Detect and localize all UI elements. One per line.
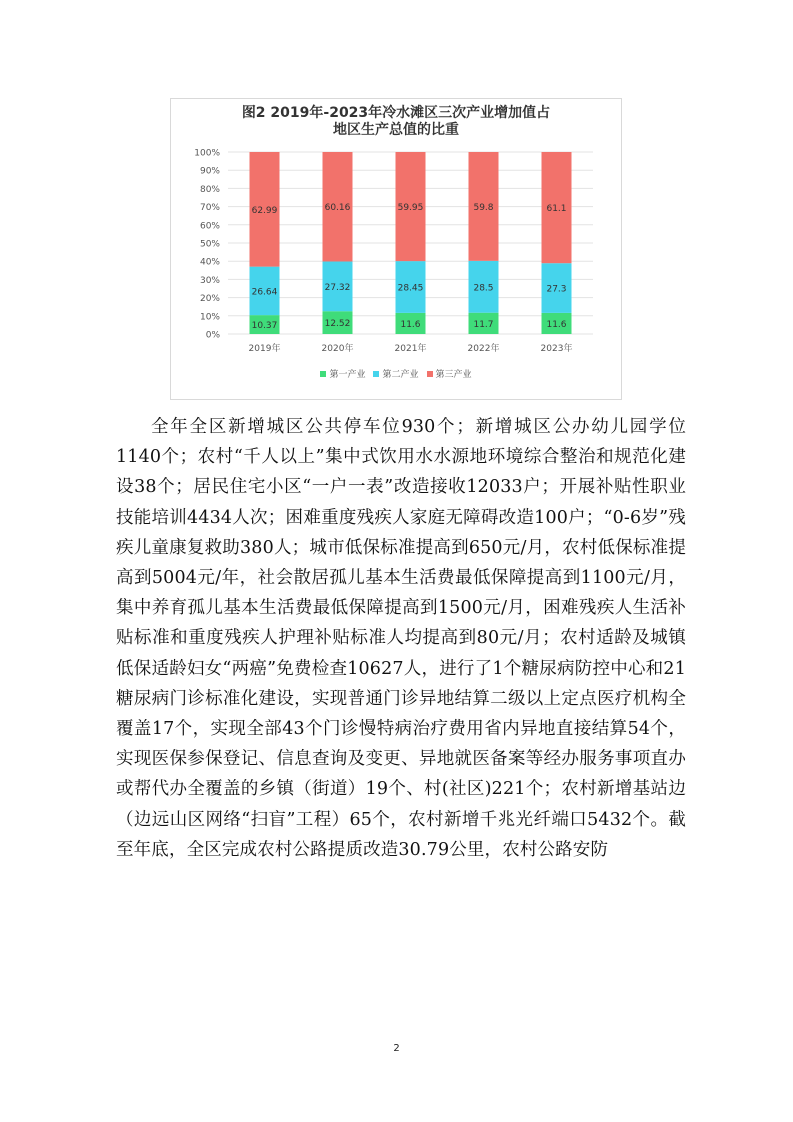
data-label: 59.95 — [397, 203, 424, 214]
y-tick-label: 20% — [199, 294, 220, 305]
data-label: 60.16 — [324, 203, 351, 214]
legend-item — [427, 367, 472, 380]
data-label: 62.99 — [251, 205, 278, 216]
x-tick-label: 2023年 — [540, 344, 573, 354]
y-tick-label: 10% — [199, 312, 220, 323]
data-label: 12.52 — [324, 319, 351, 330]
data-label: 28.5 — [473, 283, 494, 294]
y-tick-label: 0% — [205, 330, 220, 341]
y-tick-label: 60% — [199, 221, 220, 232]
chart-legend — [171, 367, 621, 380]
x-tick-label: 2021年 — [394, 344, 427, 354]
data-label: 61.1 — [546, 204, 567, 215]
y-tick-label: 40% — [199, 257, 220, 268]
data-label: 10.37 — [251, 321, 278, 332]
stacked-bar-chart — [171, 99, 621, 399]
chart-title-line-2: 地区生产总值的比重 — [333, 122, 459, 138]
data-label: 11.6 — [400, 319, 421, 330]
chart-figure — [170, 98, 622, 400]
y-tick-label: 30% — [199, 275, 220, 286]
legend-label: 第三产业 — [435, 370, 472, 380]
data-label: 59.8 — [473, 202, 494, 213]
y-tick-label: 50% — [199, 239, 220, 250]
data-label: 26.64 — [251, 287, 278, 298]
data-label: 11.6 — [546, 319, 567, 330]
y-tick-label: 90% — [199, 166, 220, 177]
legend-item — [320, 367, 365, 380]
legend-swatch — [427, 371, 433, 377]
legend-label: 第二产业 — [382, 370, 419, 380]
legend-item — [373, 367, 418, 380]
data-label: 28.45 — [397, 283, 424, 294]
y-tick-label: 80% — [199, 184, 220, 195]
legend-swatch — [320, 371, 326, 377]
x-tick-label: 2020年 — [321, 344, 354, 354]
y-tick-label: 70% — [199, 203, 220, 214]
body-paragraph: 全年全区新增城区公共停车位930个；新增城区公办幼儿园学位1140个；农村“千人以上”集中式饮用水水源地环境综合整治和规范化建设38个；居民住宅小区“一户一表”改造接收12033户；开展补贴性职业技能培训4434人次；困难重度残疾人家庭无障碍改造100户；“0-6岁”残疾儿童康复救助380人；城市低保标准提高到650元/月，农村低保标准提高到5004元/年，社会散居孤儿基本生活费最低保障提高到1100元/月，集中养育孤儿基本生活费最低保障提高到1500元/月，困难残疾人生活补贴标准和重度残疾人护理补贴标准人均提高到80元/月；农村适龄及城镇低保适龄妇女“两癌”免费检查10627人，进行了1个糖尿病防控中心和21糖尿病门诊标准化建设，实现普通门诊异地结算二级以上定点医疗机构全覆盖17个，实现全部43个门诊慢特病治疗费用省内异地直接结算54个，实现医保参保登记、信息查询及变更、异地就医备案等经办服务事项直办或帮代办全覆盖的乡镇（街道）19个、村(社区)221个；农村新增基站边（边远山区网络“扫盲”工程）65个，农村新增千兆光纤端口5432个。截至年底，全区完成农村公路提质改造30.79公里，农村公路安防 — [116, 417, 686, 860]
x-tick-label: 2019年 — [248, 344, 281, 354]
legend-swatch — [373, 371, 379, 377]
legend-label: 第一产业 — [329, 370, 366, 380]
data-label: 27.3 — [546, 284, 567, 295]
chart-title-line-1: 图2 2019年-2023年冷水滩区三次产业增加值占 — [241, 105, 551, 121]
page-number: 2 — [393, 1043, 400, 1054]
y-tick-label: 100% — [194, 148, 220, 159]
data-label: 27.32 — [324, 282, 351, 293]
x-tick-label: 2022年 — [467, 344, 500, 354]
data-label: 11.7 — [473, 319, 494, 330]
